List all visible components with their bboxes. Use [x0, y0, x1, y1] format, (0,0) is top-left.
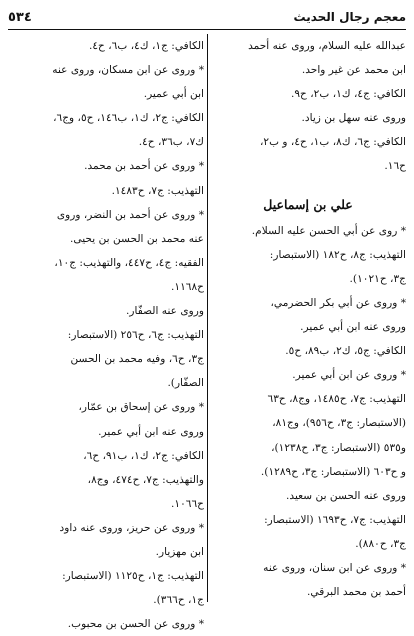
- text-line: التهذيب: ج١، ح١١٢٥ (الاستبصار:: [62, 570, 204, 583]
- header-rule: [8, 29, 406, 30]
- text-line: * وروى عن أحمد بن النضر، وروى: [56, 208, 204, 221]
- left-column: [8, 34, 204, 631]
- book-title: معجم رجال الحديث: [293, 10, 406, 24]
- text-line: وروى عنه سهل بن زياد.: [301, 112, 406, 125]
- text-line: ك٧، ب٣٦، ح٤.: [138, 136, 204, 149]
- text-line: ح١٦.: [384, 160, 406, 173]
- text-line: * وروى عن أحمد بن محمد.: [84, 160, 204, 173]
- text-line: ابن أبي عمير.: [143, 88, 204, 101]
- column-divider: [207, 34, 208, 602]
- text-line: (الاستبصار: ج٣، ح٩٥٦)، وج٨١،: [272, 417, 406, 430]
- text-line: والتهذيب: ج٧، ح٤٧٤، وج٨،: [87, 473, 204, 486]
- text-line: عبدالله عليه السلام، وروى عنه أحمد: [248, 40, 406, 52]
- text-line: الكافي: ج١، ك٤، ب٦، ح٤.: [88, 40, 204, 52]
- text-line: أحمد بن محمد البرقي.: [307, 586, 406, 599]
- text-line: التهذيب: ج٨، ح١٨٢ (الاستبصار:: [269, 248, 406, 261]
- text-line: الكافي: ج٢، ك١، ب٩١، ح٦،: [83, 449, 204, 462]
- text-line: ج٣، ح٨٨٠).: [355, 537, 406, 550]
- text-line: و ح٦٠٣ (الاستبصار: ج٣، ح١٢٨٩).: [260, 465, 406, 478]
- text-line: * وروى عن حريز، وروى عنه داود: [59, 521, 204, 534]
- text-line: الكافي: ج٥، ك٢، ب٨٩، ح٥.: [285, 345, 406, 358]
- text-line: الصفّار).: [167, 377, 204, 390]
- text-line: الفقيه: ج٤، ح٤٤٧، والتهذيب: ج١٠،: [54, 256, 204, 269]
- text-line: * وروى عن ابن أبي عمير.: [292, 369, 406, 382]
- text-line: الكافي: ج٢، ك١، ب١٤٦، ح٥، وج٦،: [53, 112, 204, 125]
- page-number: ٥٣٤: [8, 9, 32, 25]
- text-line: * وروى عن ابن سنان، وروى عنه: [263, 561, 406, 574]
- text-line: و٥٣٥ (الاستبصار: ج٣، ح١٢٣٨)،: [271, 441, 406, 454]
- right-column: [210, 34, 406, 602]
- text-line: ج٣، ح١٠٢١).: [349, 272, 406, 285]
- text-line: عنه محمد بن الحسن بن يحيى.: [70, 232, 204, 245]
- text-line: ج١، ح٣٦٦).: [153, 594, 204, 607]
- text-line: * وروى عن الحسن بن محبوب.: [67, 618, 204, 631]
- text-line: ج٣، ح٦، وفيه محمد بن الحسن: [70, 353, 204, 366]
- text-line: وروى عنه ابن أبي عمير.: [98, 425, 204, 438]
- text-line: ح١١٦٨.: [171, 280, 204, 293]
- text-line: * وروى عن ابن مسكان، وروى عنه: [52, 64, 204, 77]
- text-line: الكافي: ج٤، ك١، ب٢، ح٩.: [290, 88, 406, 101]
- entry-heading: علي بن إسماعيل: [263, 196, 353, 212]
- text-line: ابن محمد عن غير واحد.: [301, 64, 406, 77]
- text-line: وروى عنه ابن أبي عمير.: [300, 321, 406, 334]
- text-line: التهذيب: ج٦، ح٢٥٦ (الاستبصار:: [67, 329, 204, 342]
- text-line: الكافي: ج٦، ك٨، ب١، ح٤، و ب٢،: [259, 136, 406, 149]
- text-line: التهذيب: ج٧، ح١٤٨٥، وج٨، ح٦٣: [267, 393, 406, 406]
- page-header: [8, 6, 406, 28]
- text-line: وروى عنه الصفّار.: [126, 305, 204, 318]
- text-line: وروى عنه الحسن بن سعيد.: [286, 489, 406, 502]
- text-line: * وروى عن أبي بكر الحضرمي،: [270, 296, 406, 309]
- text-line: * وروى عن إسحاق بن عمّار،: [78, 401, 204, 414]
- text-line: التهذيب: ج٧، ح١٦٩٣ (الاستبصار:: [264, 513, 406, 526]
- text-line: * روى عن أبي الحسن عليه السلام.: [251, 224, 406, 237]
- text-line: ابن مهزيار.: [155, 545, 204, 558]
- text-line: ح١٠٦٦.: [171, 497, 204, 510]
- text-line: التهذيب: ج٧، ح١٤٨٣.: [111, 184, 204, 197]
